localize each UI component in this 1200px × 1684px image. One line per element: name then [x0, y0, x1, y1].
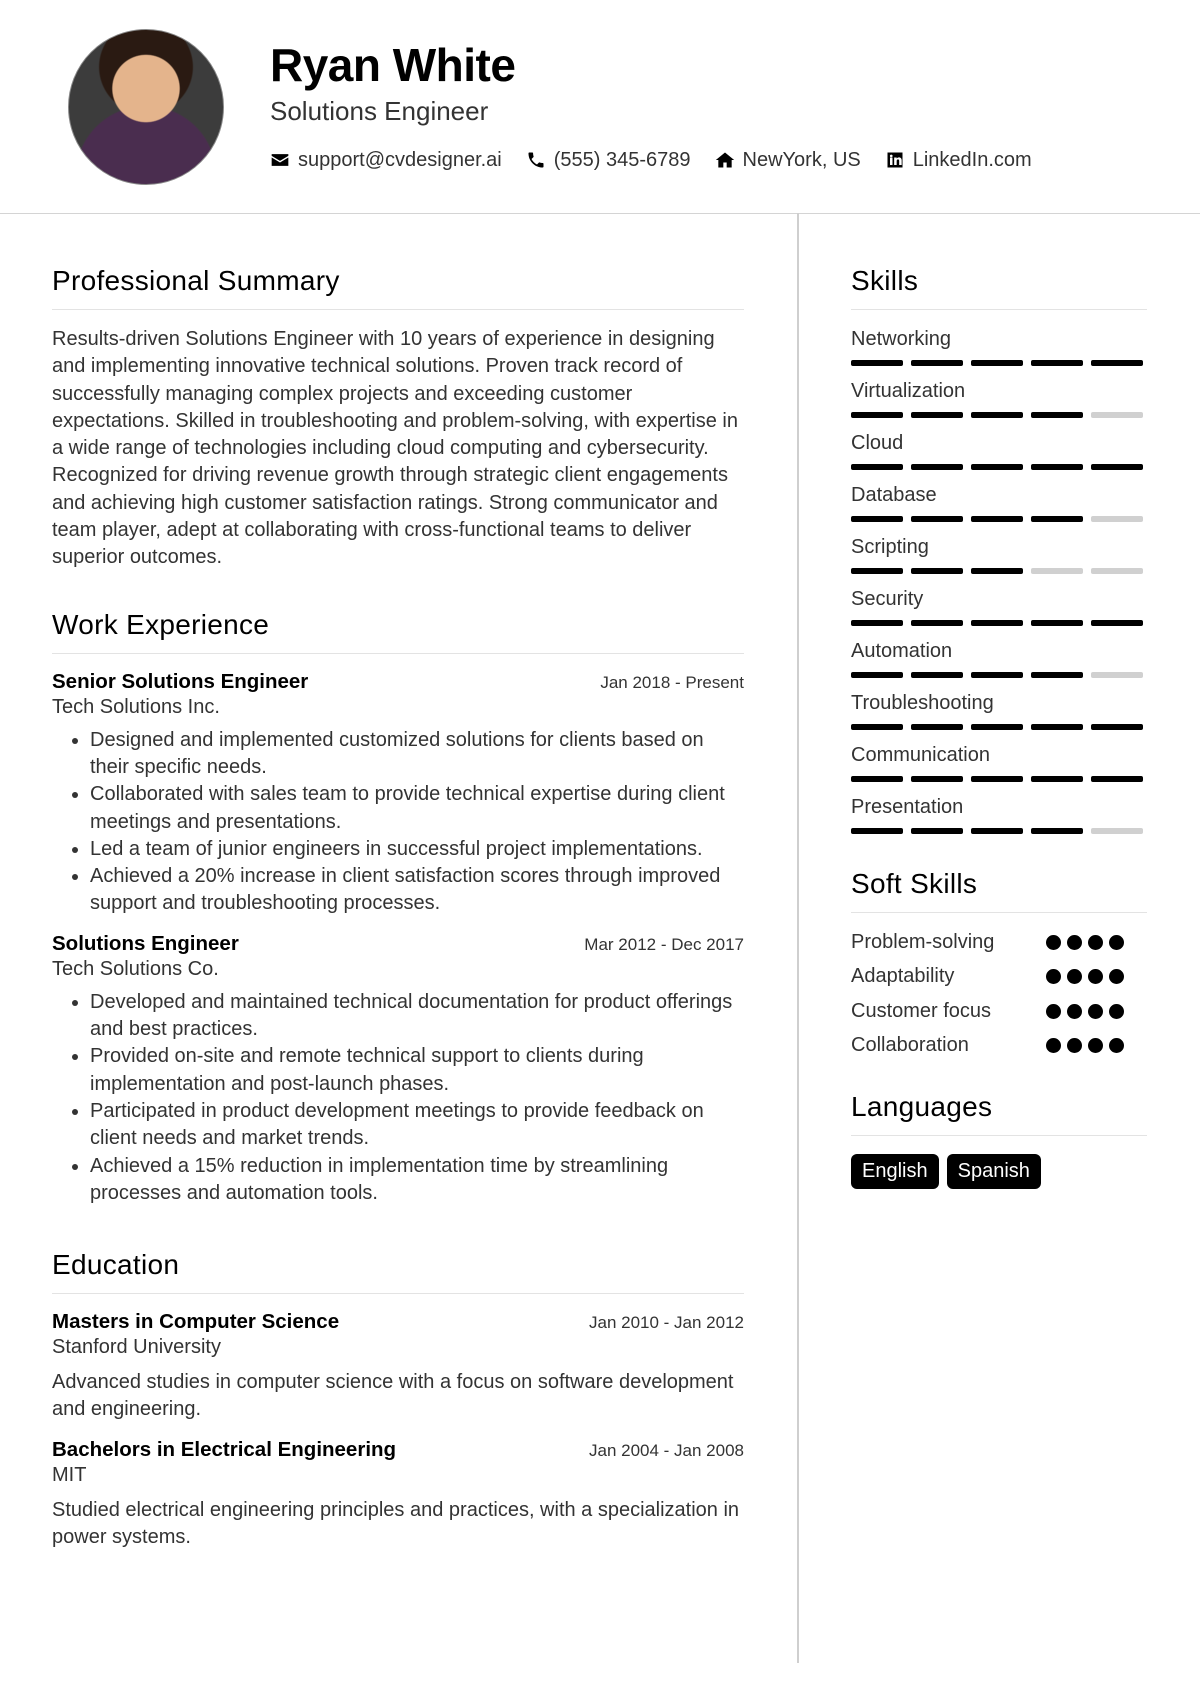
school-name: MIT — [52, 1463, 87, 1486]
soft-skill-item — [851, 994, 1147, 1029]
contact-email[interactable] — [270, 149, 502, 172]
skill-item — [851, 326, 1147, 366]
soft-skills-section — [851, 868, 1147, 1063]
experience-section — [52, 609, 744, 1207]
main-column — [52, 213, 744, 1551]
skill-level-segment — [971, 776, 1023, 782]
degree-title: Masters in Computer Science — [52, 1310, 340, 1334]
skill-level-segment — [971, 464, 1023, 470]
location-text: NewYork, US — [742, 148, 861, 171]
skill-level-segment — [1091, 516, 1143, 522]
resume-header — [0, 0, 1200, 214]
envelope-icon — [270, 150, 290, 170]
education-header — [52, 1310, 744, 1334]
school-name: Stanford University — [52, 1336, 221, 1359]
job-date: Mar 2012 - Dec 2017 — [584, 934, 744, 954]
skill-level-segment — [911, 464, 963, 470]
education-entry — [52, 1438, 744, 1552]
job-bullets — [52, 989, 744, 1207]
skill-item — [851, 586, 1147, 626]
rating-dot — [1109, 935, 1124, 950]
skill-level-segment — [971, 828, 1023, 834]
skill-level-segment — [1031, 672, 1083, 678]
skill-name: Virtualization — [851, 380, 966, 402]
skill-level-segment — [971, 672, 1023, 678]
rating-dot — [1067, 1004, 1082, 1019]
skill-level-segment — [851, 568, 903, 574]
contact-location — [715, 149, 861, 172]
skill-name: Networking — [851, 328, 952, 350]
skill-name: Communication — [851, 744, 990, 766]
skill-level-segment — [851, 776, 903, 782]
section-heading: Professional Summary — [52, 265, 744, 310]
skill-level-segment — [1091, 776, 1143, 782]
skill-item — [851, 378, 1147, 418]
skill-level-segment — [1091, 672, 1143, 678]
contact-list — [270, 145, 1056, 175]
skill-level-segment — [851, 360, 903, 366]
rating-dot — [1046, 935, 1061, 950]
soft-skill-item — [851, 925, 1147, 960]
skill-level-segment — [851, 412, 903, 418]
skill-level-bar — [851, 776, 1147, 782]
skill-name: Troubleshooting — [851, 692, 994, 714]
job-title: Senior Solutions Engineer — [52, 669, 309, 693]
language-tag: Spanish — [947, 1154, 1041, 1189]
job-header — [52, 670, 744, 694]
languages-section — [851, 1091, 1147, 1189]
skill-level-segment — [911, 516, 963, 522]
skill-level-segment — [1031, 360, 1083, 366]
skill-level-bar — [851, 412, 1147, 418]
skill-level-segment — [971, 360, 1023, 366]
phone-icon — [526, 150, 546, 170]
skill-level-segment — [1091, 464, 1143, 470]
skill-level-segment — [851, 672, 903, 678]
email-text: support@cvdesigner.ai — [298, 148, 502, 171]
skill-name: Automation — [851, 640, 953, 662]
soft-skill-item — [851, 1029, 1147, 1064]
skill-level-segment — [1031, 828, 1083, 834]
skills-section — [851, 265, 1147, 834]
section-heading: Languages — [851, 1091, 1147, 1136]
skill-level-segment — [851, 464, 903, 470]
list-item: • Participated in product development meetings to provide feedback on client needs and market trends. — [90, 1098, 744, 1153]
skill-level-segment — [911, 412, 963, 418]
job-entry — [52, 932, 744, 1207]
list-item: • Developed and maintained technical documentation for product offerings and best practices. — [90, 989, 744, 1044]
skill-level-segment — [1091, 724, 1143, 730]
skill-level-segment — [911, 568, 963, 574]
soft-skill-rating — [1046, 1038, 1124, 1053]
skill-level-segment — [1031, 464, 1083, 470]
skill-level-bar — [851, 828, 1147, 834]
skill-level-segment — [1091, 620, 1143, 626]
skill-level-segment — [911, 672, 963, 678]
section-heading: Soft Skills — [851, 868, 1147, 913]
soft-skill-item — [851, 960, 1147, 995]
skill-item — [851, 534, 1147, 574]
skill-level-bar — [851, 516, 1147, 522]
skill-level-segment — [971, 516, 1023, 522]
rating-dot — [1067, 935, 1082, 950]
column-divider — [797, 213, 799, 1663]
skill-item — [851, 430, 1147, 470]
education-description: Advanced studies in computer science with a focus on software development and engineering. — [52, 1371, 734, 1421]
soft-skill-rating — [1046, 1004, 1124, 1019]
soft-skill-name: Adaptability — [851, 965, 955, 988]
skill-level-bar — [851, 464, 1147, 470]
list-item: • Led a team of junior engineers in successful project implementations. — [90, 836, 744, 863]
skill-level-segment — [911, 776, 963, 782]
skill-level-segment — [911, 724, 963, 730]
skill-level-segment — [1091, 360, 1143, 366]
contact-phone[interactable] — [526, 149, 691, 172]
rating-dot — [1046, 1004, 1061, 1019]
soft-skill-rating — [1046, 935, 1124, 950]
rating-dot — [1067, 969, 1082, 984]
candidate-name: Ryan White — [270, 39, 516, 91]
skill-level-segment — [1031, 516, 1083, 522]
skill-level-segment — [851, 724, 903, 730]
soft-skill-name: Problem-solving — [851, 930, 995, 953]
skill-level-segment — [971, 724, 1023, 730]
education-date: Jan 2004 - Jan 2008 — [588, 1440, 744, 1460]
skill-level-segment — [1091, 568, 1143, 574]
rating-dot — [1046, 1038, 1061, 1053]
list-item: • Achieved a 15% reduction in implementation time by streamlining processes and automation tools. — [90, 1153, 744, 1208]
skill-level-bar — [851, 568, 1147, 574]
skill-level-segment — [911, 828, 963, 834]
list-item: • Achieved a 20% increase in client satisfaction scores through improved support and troubleshooting processes. — [90, 863, 744, 918]
job-date: Jan 2018 - Present — [600, 672, 744, 692]
soft-skill-name: Collaboration — [851, 1034, 969, 1057]
skill-item — [851, 742, 1147, 782]
linkedin-text: LinkedIn.com — [912, 148, 1032, 171]
skill-level-bar — [851, 672, 1147, 678]
skill-level-segment — [911, 620, 963, 626]
skill-level-segment — [971, 568, 1023, 574]
skill-item — [851, 794, 1147, 834]
skill-name: Presentation — [851, 796, 964, 818]
linkedin-icon — [885, 150, 905, 170]
skill-name: Scripting — [851, 536, 929, 558]
candidate-title: Solutions Engineer — [270, 96, 489, 126]
skill-level-segment — [851, 620, 903, 626]
skill-level-segment — [911, 360, 963, 366]
list-item: • Collaborated with sales team to provide technical expertise during client meetings and presentations. — [90, 781, 744, 836]
rating-dot — [1088, 969, 1103, 984]
language-tag: English — [851, 1154, 939, 1189]
education-description: Studied electrical engineering principles and practices, with a specialization in power systems. — [52, 1498, 740, 1549]
skill-level-segment — [1031, 412, 1083, 418]
contact-linkedin[interactable] — [885, 149, 1032, 172]
skill-name: Cloud — [851, 432, 904, 454]
list-item: • Provided on-site and remote technical support to clients during implementation and post-launch phases. — [90, 1043, 744, 1098]
job-title: Solutions Engineer — [52, 931, 239, 955]
rating-dot — [1109, 1038, 1124, 1053]
section-heading: Skills — [851, 265, 1147, 310]
skill-level-segment — [1091, 412, 1143, 418]
home-icon — [715, 150, 735, 170]
degree-title: Bachelors in Electrical Engineering — [52, 1437, 397, 1461]
side-column — [851, 213, 1147, 1189]
list-item: • Designed and implemented customized solutions for clients based on their specific needs. — [90, 727, 744, 782]
section-heading: Work Experience — [52, 609, 744, 654]
rating-dot — [1109, 969, 1124, 984]
education-date: Jan 2010 - Jan 2012 — [588, 1313, 744, 1333]
profile-photo — [68, 29, 224, 185]
skill-level-segment — [851, 828, 903, 834]
skill-level-segment — [1091, 828, 1143, 834]
skill-level-segment — [1031, 568, 1083, 574]
phone-text: (555) 345-6789 — [553, 148, 691, 171]
rating-dot — [1088, 1004, 1103, 1019]
skill-level-segment — [1031, 724, 1083, 730]
job-entry — [52, 670, 744, 918]
job-bullets — [52, 727, 744, 918]
rating-dot — [1088, 1038, 1103, 1053]
section-heading: Education — [52, 1249, 744, 1294]
skill-level-bar — [851, 724, 1147, 730]
skill-name: Database — [851, 484, 937, 506]
rating-dot — [1088, 935, 1103, 950]
summary-section — [52, 265, 744, 572]
skill-level-bar — [851, 360, 1147, 366]
skill-item — [851, 482, 1147, 522]
skill-level-segment — [971, 620, 1023, 626]
education-entry — [52, 1310, 744, 1424]
education-section — [52, 1249, 744, 1551]
skill-name: Security — [851, 588, 924, 610]
skill-level-bar — [851, 620, 1147, 626]
language-tags — [851, 1154, 1147, 1189]
soft-skill-rating — [1046, 969, 1124, 984]
skills-list — [851, 326, 1147, 834]
soft-skill-name: Customer focus — [851, 999, 992, 1022]
skill-level-segment — [851, 516, 903, 522]
summary-text: Results-driven Solutions Engineer with 10 years of experience in designing and implementing innovative technical solutions. Proven track record of successfully managing complex projects and exceeding customer expectations. Skilled in troubleshooting and problem-solving, with expertise in a wide range of technologies including cloud computing and cybersecurity. Recognized for driving revenue growth through strategic client engagements and achieving high customer satisfaction ratings. Strong communicator and team player, adept at collaborating with cross-functional teams to deliver superior outcomes. — [52, 328, 738, 569]
skill-level-segment — [971, 412, 1023, 418]
skill-item — [851, 690, 1147, 730]
education-header — [52, 1438, 744, 1462]
job-header — [52, 932, 744, 956]
rating-dot — [1067, 1038, 1082, 1053]
job-company: Tech Solutions Co. — [52, 957, 219, 980]
soft-skills-list — [851, 925, 1147, 1063]
rating-dot — [1046, 969, 1061, 984]
skill-level-segment — [1031, 620, 1083, 626]
rating-dot — [1109, 1004, 1124, 1019]
skill-item — [851, 638, 1147, 678]
skill-level-segment — [1031, 776, 1083, 782]
job-company: Tech Solutions Inc. — [52, 695, 220, 718]
